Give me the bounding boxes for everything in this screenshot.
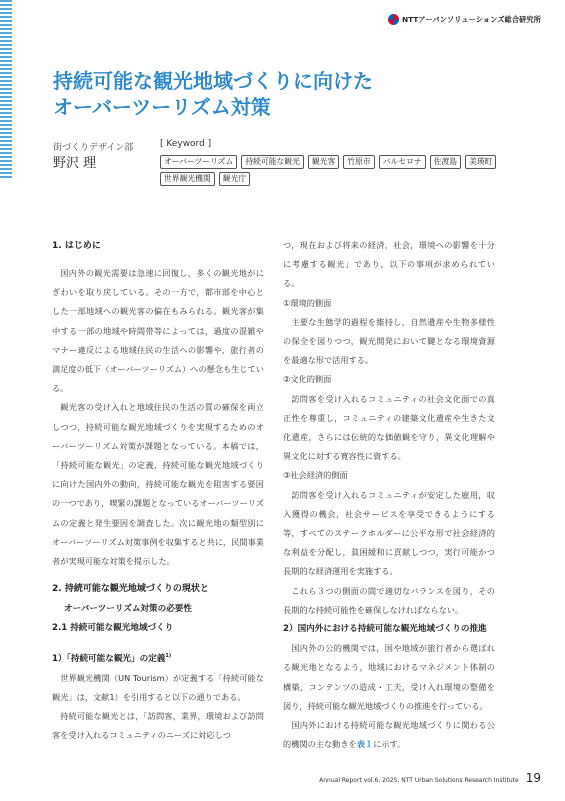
logo-text: NTTアーバンソリューションズ総合研究所 — [402, 14, 541, 24]
paragraph: 訪問客を受け入れるコミュニティが安定した雇用，収入獲得の機会，社会サービスを享受できるようにする等，すべてのステークホルダーに公平な形で社会経済的な利益を分配し，貧困緩和に貢献しつつ，実行可能かつ長期的な経済運用を実施する。 — [283, 489, 495, 577]
culture-heading: ②文化的側面 — [283, 374, 332, 385]
footer-citation: Annual Report vol.6, 2025, NTT Urban Solutions Research Institute — [319, 777, 519, 784]
environment-heading: ①環境的側面 — [283, 297, 332, 308]
section-2-heading-line-1: 2. 持続可能な観光地域づくりの現状と — [52, 584, 209, 595]
keyword-tag: 世界観光機関 — [160, 172, 215, 186]
publisher-logo — [388, 14, 541, 25]
title-line-1: 持続可能な観光地域づくりに向けた — [53, 69, 373, 93]
footnote-ref: 1) — [165, 652, 172, 659]
title-line-2: オーバーツーリズム対策 — [53, 95, 271, 119]
keyword-tag: 持続可能な観光 — [241, 155, 304, 169]
author-department: 街づくりデザイン部 — [53, 143, 134, 153]
decorative-side-stripe — [0, 0, 12, 180]
item-2-heading: 2）国内外における持続可能な観光地域づくりの推進 — [283, 624, 487, 635]
section-1-heading: 1. はじめに — [52, 241, 101, 251]
paragraph: つ，現在および将来の経済，社会，環境への影響を十分に考慮する観光」であり，以下の事項が求められている。 — [283, 240, 495, 289]
keyword-tag: 観光庁 — [219, 172, 250, 186]
keyword-tag: オーバーツーリズム — [160, 155, 237, 169]
item-1-heading-text: 1）「持続可能な観光」の定義 — [52, 653, 166, 664]
keyword-tag: バルセロナ — [379, 155, 426, 169]
item-1-heading — [52, 647, 264, 669]
table-reference: 表１ — [356, 739, 374, 750]
paragraph: 観光客の受け入れと地域住民の生活の質の確保を両立しつつ，持続可能な観光地域づくりを実現するためのオーバーツーリズム対策が課題となっている。本稿では，「持続可能な観光」の定義，持続可能な観光地域づくりに向けた国内外の動向，持続可能な観光を阻害する要因の一つであり，喫緊の課題となっているオーバーツーリズムの定義と発生要因を調査した。次に観光地の類型別にオーバーツーリズム対策事例を収集すると共に，民間事業者が実現可能な対策を提示した。 — [52, 402, 264, 567]
keyword-tag: 美瑛町 — [465, 155, 496, 169]
article-title — [53, 68, 533, 120]
socioeconomic-heading: ③社会経済的側面 — [283, 470, 348, 481]
keyword-tag: 佐渡島 — [430, 155, 461, 169]
paragraph — [283, 716, 495, 754]
paragraph-text: に示す。 — [373, 739, 406, 750]
section-2-heading-line-2: オーバーツーリズム対策の必要性 — [64, 604, 192, 615]
author-name: 野沢 理 — [53, 156, 97, 171]
left-column — [52, 236, 264, 746]
paragraph: これら３つの側面の間で適切なバランスを図り，その長期的な持続可能性を確保しなければならない。 — [283, 585, 495, 615]
section-2-heading — [52, 579, 264, 619]
paragraph: 訪問客を受け入れるコミュニティの社会文化面での真正性を尊重し，コミュニティの建築文化遺産や生きた文化遺産，さらには伝統的な価値観を守り，異文化理解や異文化に対する寛容性に資する。 — [283, 393, 495, 462]
section-2-1-heading: 2.1 持続可能な観光地域づくり — [52, 623, 174, 634]
keyword-heading: [ Keyword ] — [160, 139, 212, 149]
keyword-tag: 竹原市 — [343, 155, 374, 169]
keyword-tag: 観光客 — [308, 155, 339, 169]
paragraph: 持続可能な観光とは，「訪問客，業界，環境および訪問客を受け入れるコミュニティのニーズに対応しつ — [52, 711, 264, 741]
paragraph: 主要な生態学的過程を維持し，自然遺産や生物多様性の保全を図りつつ，観光開発において鍵となる環境資源を最適な形で活用する。 — [283, 316, 495, 366]
right-column — [283, 236, 495, 754]
page-number: 19 — [525, 771, 541, 785]
page-footer — [319, 771, 541, 785]
paragraph: 国内外の公的機関では，国や地域が旅行者から選ばれる観光地となるよう，地域におけるマネジメント体制の構築，コンテンツの造成・工夫，受け入れ環境の整備を図り，持続可能な観光地域づくりの推進を行っている。 — [283, 643, 495, 711]
paragraph: 世界観光機関（UN Tourism）が定義する「持続可能な観光」は，文献1）を引用すると以下の通りである。 — [52, 672, 264, 702]
paragraph-text: 国内外における持続可能な観光地域づくりに関わる公的機関の主な動きを — [283, 720, 495, 750]
ntt-logo-icon — [388, 14, 399, 25]
keyword-list — [160, 155, 505, 186]
paragraph: 国内外の観光需要は急速に回復し，多くの観光地がにぎわいを取り戻している。その一方で，都市部を中心とした一部地域への観光客の偏在もみられる。観光客が集中する一部の地域や時間帯等によっては，過度の混雑やマナー違反による地域住民の生活への影響や，旅行者の満足度の低下（オーバーツーリズム）への懸念も生じている。 — [52, 268, 264, 394]
